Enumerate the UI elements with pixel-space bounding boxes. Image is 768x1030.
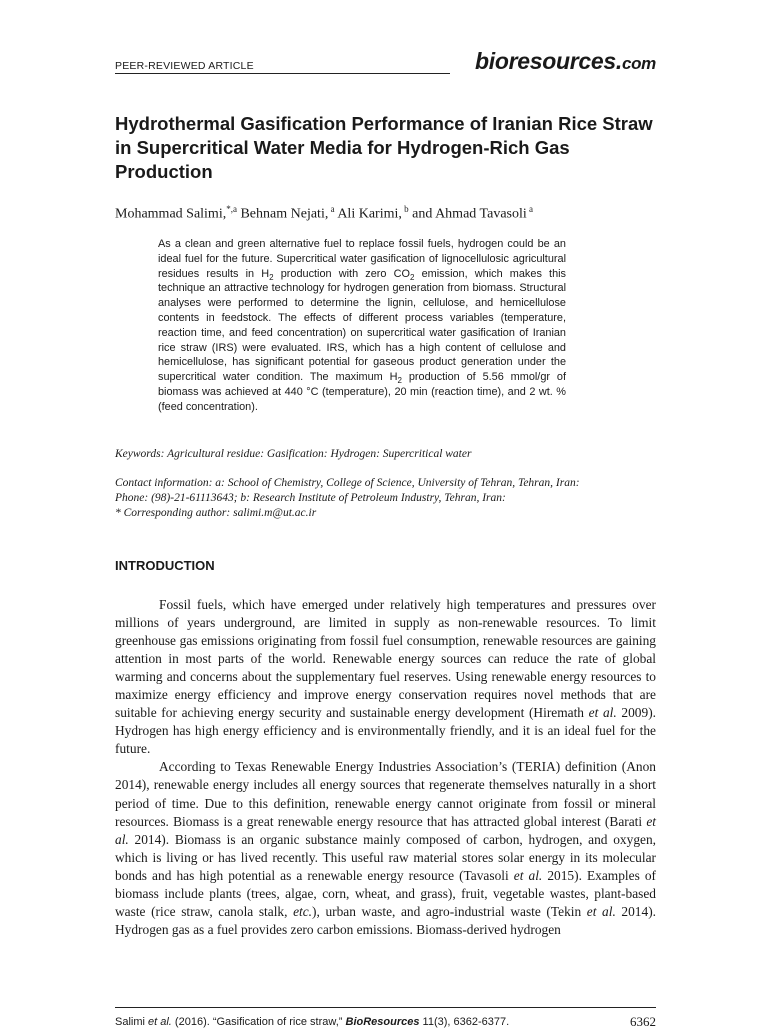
footer-rule	[115, 1007, 656, 1008]
paragraph-text: 2015). Examples of biomass include plants (trees, algae, corn, wheat, and grass), fruit, vegetable wastes, plant-based waste (rice straw, canola stalk,	[115, 867, 657, 919]
footer-journal: BioResources	[345, 1016, 420, 1028]
paragraph-text: 2009). Hydrogen has high energy efficiency and is environmentally friendly, and it is an ideal fuel for the future.	[115, 705, 657, 757]
author-2-affiliation: a	[328, 204, 335, 214]
article-title: Hydrothermal Gasification Performance of Iranian Rice Straw in Supercritical Water Media for Hydrogen-Rich Gas Production	[115, 113, 653, 182]
paragraph-2	[115, 758, 656, 938]
subscript: 2	[269, 272, 274, 282]
page-number: 6362	[630, 1014, 656, 1029]
author-1: Mohammad Salimi,	[115, 206, 227, 222]
header-rule	[115, 73, 450, 74]
paragraph-italic: et al.	[513, 867, 543, 883]
paragraph-italic: et al.	[115, 813, 656, 847]
subscript: 2	[410, 272, 415, 282]
footer-text: 11(3), 6362-6377.	[419, 1016, 510, 1028]
footer-text: (2016). “Gasification of rice straw,”	[171, 1016, 346, 1028]
footer-citation	[115, 1016, 509, 1028]
contact-line-2: Phone: (98)-21-61113643; b: Research Institute of Petroleum Industry, Tehran, Iran:	[115, 492, 506, 504]
paragraph-text: ), urban waste, and agro-industrial waste (Tekin	[312, 903, 587, 919]
author-4: and Ahmad Tavasoli	[408, 206, 527, 222]
abstract	[158, 237, 566, 415]
brand-name: bioresources.	[475, 48, 622, 74]
author-4-affiliation: a	[526, 204, 534, 214]
paragraph-text: According to Texas Renewable Energy Industries Association’s (TERIA) definition (Anon 2014), renewable energy includes all energy sources that regenerate themselves naturally in a short period of time. Due to this definition, renewable energy cannot originate from fossil or mineral resources. Biomass is a great renewable energy resource that has attracted global interest (Barati	[115, 759, 656, 829]
paragraph-text: 2014). Biomass is an organic substance mainly composed of carbon, hydrogen, and oxygen, which is living or has lived recently. This useful raw material stores solar energy in its molecular bonds and has high potential as a renewable energy resource (Tavasoli	[115, 831, 656, 883]
footer-text: Salimi	[115, 1016, 149, 1028]
contact-information	[115, 476, 660, 521]
peer-reviewed-label: PEER-REVIEWED ARTICLE	[115, 60, 254, 72]
abstract-text: As a clean and green alternative fuel to replace fossil fuels, hydrogen could be an ideal fuel for the future. Supercritical water gasification of lignocellulosic agricultural residues results in H	[158, 238, 566, 280]
abstract-text: production of 5.56 mmol/gr of biomass was achieved at 440 °C (temperature), 20 min (reaction time), and 2 wt. % (feed concentration).	[158, 371, 566, 413]
brand-suffix: com	[621, 54, 656, 73]
contact-line-1: Contact information: a: School of Chemistry, College of Science, University of Tehran, Tehran, Iran:	[115, 477, 580, 489]
author-3-affiliation: b	[401, 204, 409, 214]
section-heading-introduction: INTRODUCTION	[115, 558, 215, 573]
paragraph-text: 2014). Hydrogen gas as a fuel provides zero carbon emissions. Biomass-derived hydrogen	[115, 903, 656, 937]
paragraph-1	[115, 596, 656, 758]
paragraph-italic: etc.	[293, 903, 313, 919]
author-2: Behnam Nejati,	[236, 206, 329, 222]
author-3: Ali Karimi,	[334, 206, 402, 222]
paragraph-italic: et al.	[586, 903, 616, 919]
abstract-text: emission, which makes this technique an attractive technology for hydrogen generation from biomass. Structural analyses were performed to determine the lignin, cellulose, and hemicellulose contents in feedstock. The effects of different process variables (temperature, reaction time, and feed concentration) on supercritical water gasification of Iranian rice straw (IRS) were evaluated. IRS, which has a high content of cellulose and hemicellulose, has significant potential for gaseous product generation under the supercritical water condition. The maximum H	[158, 267, 567, 384]
author-list	[115, 200, 655, 224]
paragraph-italic: et al.	[588, 705, 617, 721]
abstract-text: production with zero CO	[273, 267, 410, 280]
author-1-affiliation: *,a	[226, 204, 237, 214]
subscript: 2	[397, 376, 402, 386]
contact-line-3: * Corresponding author: salimi.m@ut.ac.ir	[115, 507, 317, 519]
footer-italic: et al.	[148, 1016, 172, 1028]
bioresources-logo[interactable]	[475, 48, 656, 75]
paragraph-text: Fossil fuels, which have emerged under relatively high temperatures and pressures over millions of years underground, are limited in supply as non-renewable resources. To limit greenhouse gas emissions originating from fossil fuel consumption, renewable resources are gaining attention in most parts of the world. Renewable energy sources can reduce the rate of global warming and concerns about the supplementary fuel reserves. Using renewable energy resources to maximize energy efficiency and improve energy conservation requires novel methods that are suitable for achieving energy security and sustainable energy development (Hiremath	[115, 597, 656, 721]
keywords: Keywords: Agricultural residue: Gasification: Hydrogen: Supercritical water	[115, 448, 472, 460]
introduction-body	[115, 596, 656, 939]
